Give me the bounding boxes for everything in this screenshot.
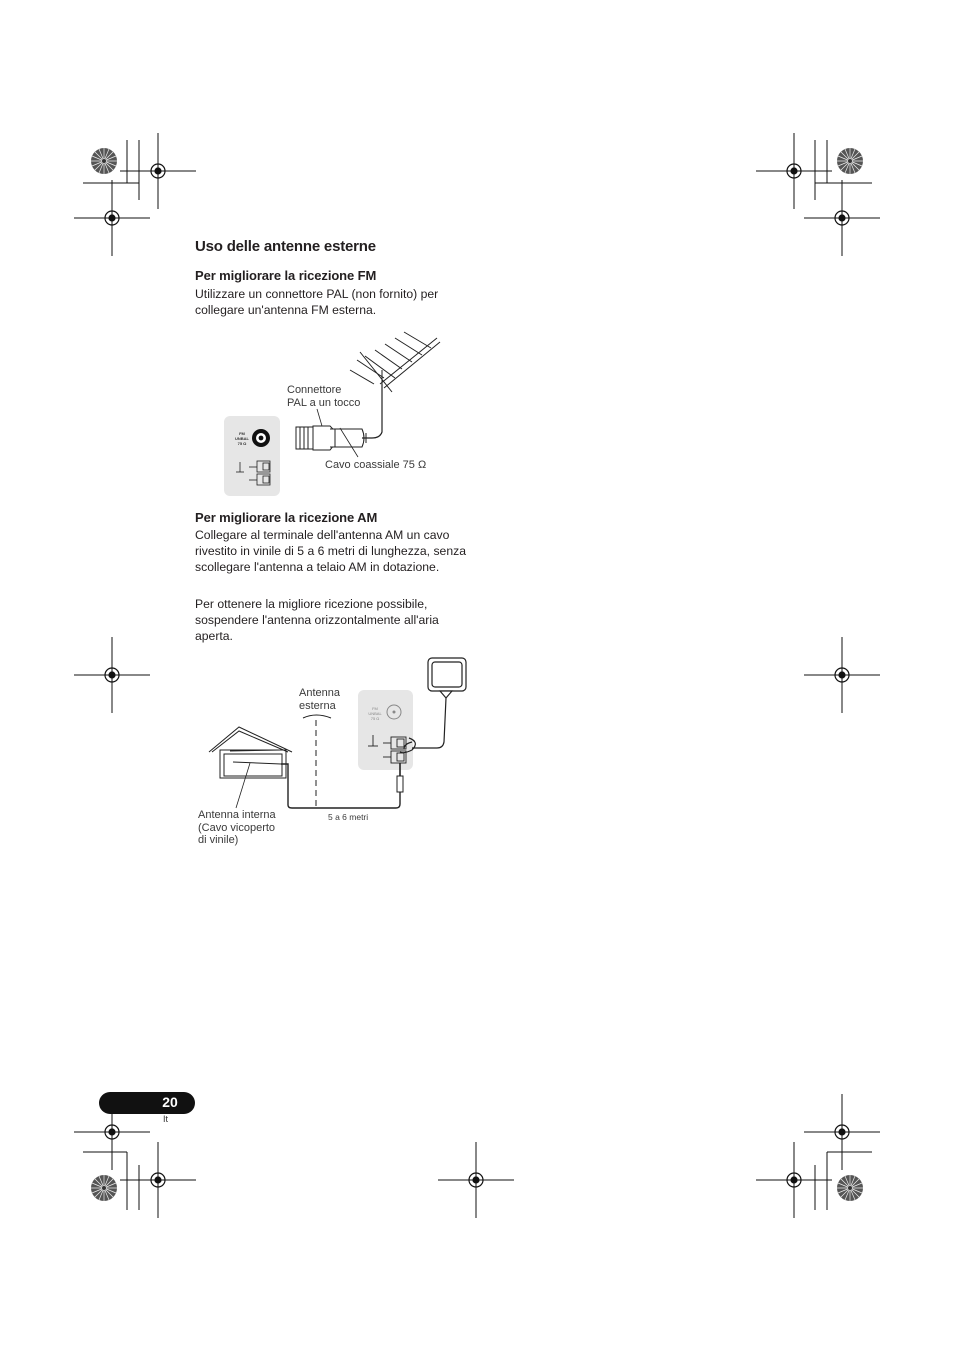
indoor-leader-line [236, 763, 250, 808]
am-panel-label: FM UNBAL 75 Ω [368, 706, 382, 721]
am-vinyl-wire [281, 764, 400, 808]
page-number: 20 [162, 1094, 178, 1110]
length-label: 5 a 6 metri [328, 812, 369, 822]
am-paragraph-2: Per ottenere la migliore ricezione possibile, sospendere l'antenna orizzontalmente all'aria aperta. [195, 597, 439, 643]
fm-panel-label: FM UNBAL 75 Ω [235, 431, 249, 446]
fm-paragraph: Utilizzare un connettore PAL (non fornito) per collegare un'antenna FM esterna. [195, 287, 439, 317]
am-paragraph-1: Collegare al terminale dell'antenna AM un cavo rivestito in vinile di 5 a 6 metri di lunghezza, senza scollegare l'antenna a telaio AM in dotazione. [195, 528, 466, 574]
am-receiver-panel [358, 690, 413, 770]
am-heading: Per migliorare la ricezione AM [195, 510, 378, 525]
language-code: It [163, 1114, 169, 1124]
cable-label: Cavo coassiale 75 Ω [325, 459, 427, 471]
indoor-antenna-label: Antenna interna (Cavo vicoperto di vinile) [198, 809, 276, 846]
house-illustration [209, 727, 292, 778]
outdoor-antenna-label: Antenna esterna [299, 687, 340, 712]
connector-label: Connettore PAL a un tocco [287, 384, 361, 409]
fm-heading: Per migliorare la ricezione FM [195, 268, 377, 283]
section-title: Uso delle antenne esterne [195, 238, 376, 255]
